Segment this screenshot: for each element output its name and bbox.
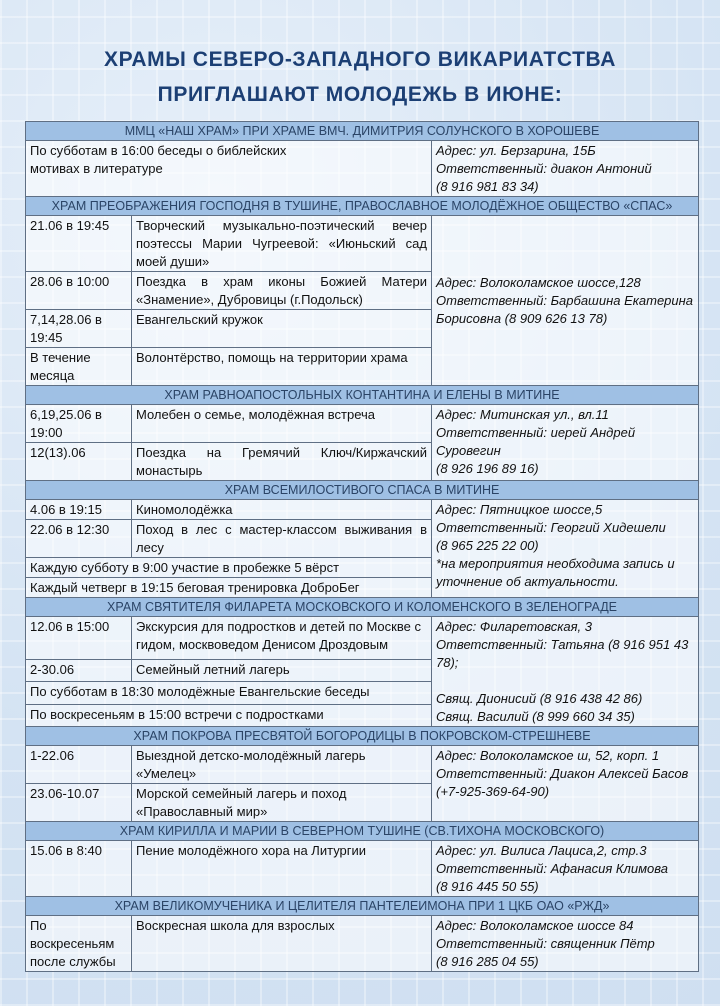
event-row bbox=[26, 746, 699, 784]
event-date: 15.06 в 8:40 bbox=[26, 841, 132, 897]
section-header-row bbox=[26, 481, 699, 500]
address-line: Адрес: Филаретовская, 3 bbox=[436, 619, 593, 634]
event-date: 21.06 в 19:45 bbox=[26, 216, 132, 272]
event-description: Поездка в храм иконы Божией Матери «Знамение», Дубровицы (г.Подольск) bbox=[132, 272, 432, 310]
page-subtitle: ПРИГЛАШАЮТ МОЛОДЕЖЬ В ИЮНЕ: bbox=[157, 83, 563, 106]
address-cell bbox=[432, 841, 699, 897]
event-description: Каждый четверг в 19:15 беговая тренировка ДоброБег bbox=[26, 578, 432, 598]
event-description: Киномолодёжка bbox=[132, 500, 432, 520]
section-header-row bbox=[26, 727, 699, 746]
responsible-line: Ответственный: Барбашина Екатерина bbox=[436, 293, 694, 308]
event-description: Евангельский кружок bbox=[132, 310, 432, 348]
event-date: 23.06-10.07 bbox=[26, 784, 132, 822]
event-description: Волонтёрство, помощь на территории храма bbox=[132, 348, 432, 386]
event-description: Пение молодёжного хора на Литургии bbox=[132, 841, 432, 897]
event-date: 12(13).06 bbox=[26, 443, 132, 481]
event-date: 4.06 в 19:15 bbox=[26, 500, 132, 520]
address-line: Адрес: Волоколамское ш, 52, корп. 1 bbox=[436, 748, 660, 763]
phone-line: (+7-925-369-64-90) bbox=[436, 784, 550, 799]
responsible-line: Ответственный: Афанасия Климова bbox=[436, 861, 668, 876]
address-line: Адрес: Волоколамское шоссе 84 bbox=[436, 918, 634, 933]
event-row bbox=[26, 841, 699, 897]
section-header: ХРАМ ВЕЛИКОМУЧЕНИКА И ЦЕЛИТЕЛЯ ПАНТЕЛЕИМОНА ПРИ 1 ЦКБ ОАО «РЖД» bbox=[26, 897, 699, 916]
address-cell bbox=[432, 141, 699, 197]
event-description: По субботам в 16:00 беседы о библейских мотивах в литературе bbox=[26, 141, 432, 197]
responsible-line: Ответственный: Диакон Алексей Басов bbox=[436, 766, 689, 781]
phone-line: (8 916 445 50 55) bbox=[436, 879, 539, 894]
responsible-line: Ответственный: иерей Андрей Суровегин bbox=[436, 425, 636, 458]
event-row bbox=[26, 916, 699, 972]
events-table bbox=[25, 121, 699, 972]
note-line: *на мероприятия необходима запись и bbox=[436, 556, 675, 571]
section-header: ХРАМ РАВНОАПОСТОЛЬНЫХ КОНТАНТИНА И ЕЛЕНЫ В МИТИНЕ bbox=[26, 386, 699, 405]
event-row bbox=[26, 500, 699, 520]
responsible-line: Ответственный: Татьяна (8 916 951 43 78); bbox=[436, 637, 689, 670]
responsible-line: Ответственный: диакон Антоний bbox=[436, 161, 652, 176]
address-cell bbox=[432, 405, 699, 481]
section-header: ХРАМ ПРЕОБРАЖЕНИЯ ГОСПОДНЯ В ТУШИНЕ, ПРАВОСЛАВНОЕ МОЛОДЁЖНОЕ ОБЩЕСТВО «СПАС» bbox=[26, 197, 699, 216]
spacer-line bbox=[436, 672, 694, 690]
event-description: Выездной детско-молодёжный лагерь «Умелец» bbox=[132, 746, 432, 784]
event-date: 22.06 в 12:30 bbox=[26, 520, 132, 558]
contact-line: Свящ. Василий (8 999 660 34 35) bbox=[436, 709, 635, 724]
section-header-row bbox=[26, 122, 699, 141]
address-line: Адрес: Волоколамское шоссе,128 bbox=[436, 275, 641, 290]
event-date: В течение месяца bbox=[26, 348, 132, 386]
event-row bbox=[26, 405, 699, 443]
event-date: 28.06 в 10:00 bbox=[26, 272, 132, 310]
address-cell bbox=[432, 500, 699, 598]
section-header: ХРАМ СВЯТИТЕЛЯ ФИЛАРЕТА МОСКОВСКОГО И КОЛОМЕНСКОГО В ЗЕЛЕНОГРАДЕ bbox=[26, 598, 699, 617]
address-cell bbox=[432, 746, 699, 822]
phone-line: (8 916 981 83 34) bbox=[436, 179, 539, 194]
address-cell bbox=[432, 916, 699, 972]
address-cell bbox=[432, 617, 699, 727]
event-date: 12.06 в 15:00 bbox=[26, 617, 132, 660]
phone-line: (8 926 196 89 16) bbox=[436, 461, 539, 476]
address-line: Адрес: Пятницкое шоссе,5 bbox=[436, 502, 603, 517]
event-description: Каждую субботу в 9:00 участие в пробежке 5 вёрст bbox=[26, 558, 432, 578]
contact-line: Свящ. Дионисий (8 916 438 42 86) bbox=[436, 691, 643, 706]
address-cell bbox=[432, 216, 699, 386]
responsible-line: Ответственный: Георгий Хидешели bbox=[436, 520, 666, 535]
address-line: Адрес: ул. Вилиса Лациса,2, стр.3 bbox=[436, 843, 647, 858]
event-description: Поход в лес с мастер-классом выживания в лесу bbox=[132, 520, 432, 558]
event-date: 6,19,25.06 в 19:00 bbox=[26, 405, 132, 443]
event-row bbox=[26, 216, 699, 272]
section-header: ММЦ «НАШ ХРАМ» ПРИ ХРАМЕ ВМЧ. ДИМИТРИЯ СОЛУНСКОГО В ХОРОШЕВЕ bbox=[26, 122, 699, 141]
phone-line: Борисовна (8 909 626 13 78) bbox=[436, 311, 608, 326]
event-row bbox=[26, 617, 699, 660]
event-description: По воскресеньям в 15:00 встречи с подростками bbox=[26, 704, 432, 726]
event-description: Семейный летний лагерь bbox=[132, 659, 432, 681]
event-date: 7,14,28.06 в 19:45 bbox=[26, 310, 132, 348]
event-description: Морской семейный лагерь и поход «Православный мир» bbox=[132, 784, 432, 822]
note-line: уточнение об актуальности. bbox=[436, 574, 619, 589]
section-header-row bbox=[26, 598, 699, 617]
event-row bbox=[26, 141, 699, 197]
responsible-line: Ответственный: священник Пётр bbox=[436, 936, 655, 951]
address-line: Адрес: Митинская ул., вл.11 bbox=[436, 407, 609, 422]
section-header-row bbox=[26, 197, 699, 216]
event-date: 1-22.06 bbox=[26, 746, 132, 784]
section-header: ХРАМ ВСЕМИЛОСТИВОГО СПАСА В МИТИНЕ bbox=[26, 481, 699, 500]
event-description: Молебен о семье, молодёжная встреча bbox=[132, 405, 432, 443]
event-date: 2-30.06 bbox=[26, 659, 132, 681]
event-description: Творческий музыкально-поэтический вечер поэтессы Марии Чугреевой: «Июньский сад моей души» bbox=[132, 216, 432, 272]
section-header-row bbox=[26, 822, 699, 841]
event-date: По воскресеньям после службы bbox=[26, 916, 132, 972]
address-line: Адрес: ул. Берзарина, 15Б bbox=[436, 143, 596, 158]
page-title: ХРАМЫ СЕВЕРО-ЗАПАДНОГО ВИКАРИАТСТВА bbox=[103, 48, 616, 71]
event-description: Экскурсия для подростков и детей по Москве с гидом, москвоведом Денисом Дроздовым bbox=[132, 617, 432, 660]
section-header: ХРАМ КИРИЛЛА И МАРИИ В СЕВЕРНОМ ТУШИНЕ (СВ.ТИХОНА МОСКОВСКОГО) bbox=[26, 822, 699, 841]
section-header-row bbox=[26, 897, 699, 916]
section-header-row bbox=[26, 386, 699, 405]
event-description: Поездка на Гремячий Ключ/Киржачский монастырь bbox=[132, 443, 432, 481]
event-description: По субботам в 18:30 молодёжные Евангельские беседы bbox=[26, 682, 432, 704]
phone-line: (8 965 225 22 00) bbox=[436, 538, 539, 553]
event-description: Воскресная школа для взрослых bbox=[132, 916, 432, 972]
phone-line: (8 916 285 04 55) bbox=[436, 954, 539, 969]
section-header: ХРАМ ПОКРОВА ПРЕСВЯТОЙ БОГОРОДИЦЫ В ПОКРОВСКОМ-СТРЕШНЕВЕ bbox=[26, 727, 699, 746]
